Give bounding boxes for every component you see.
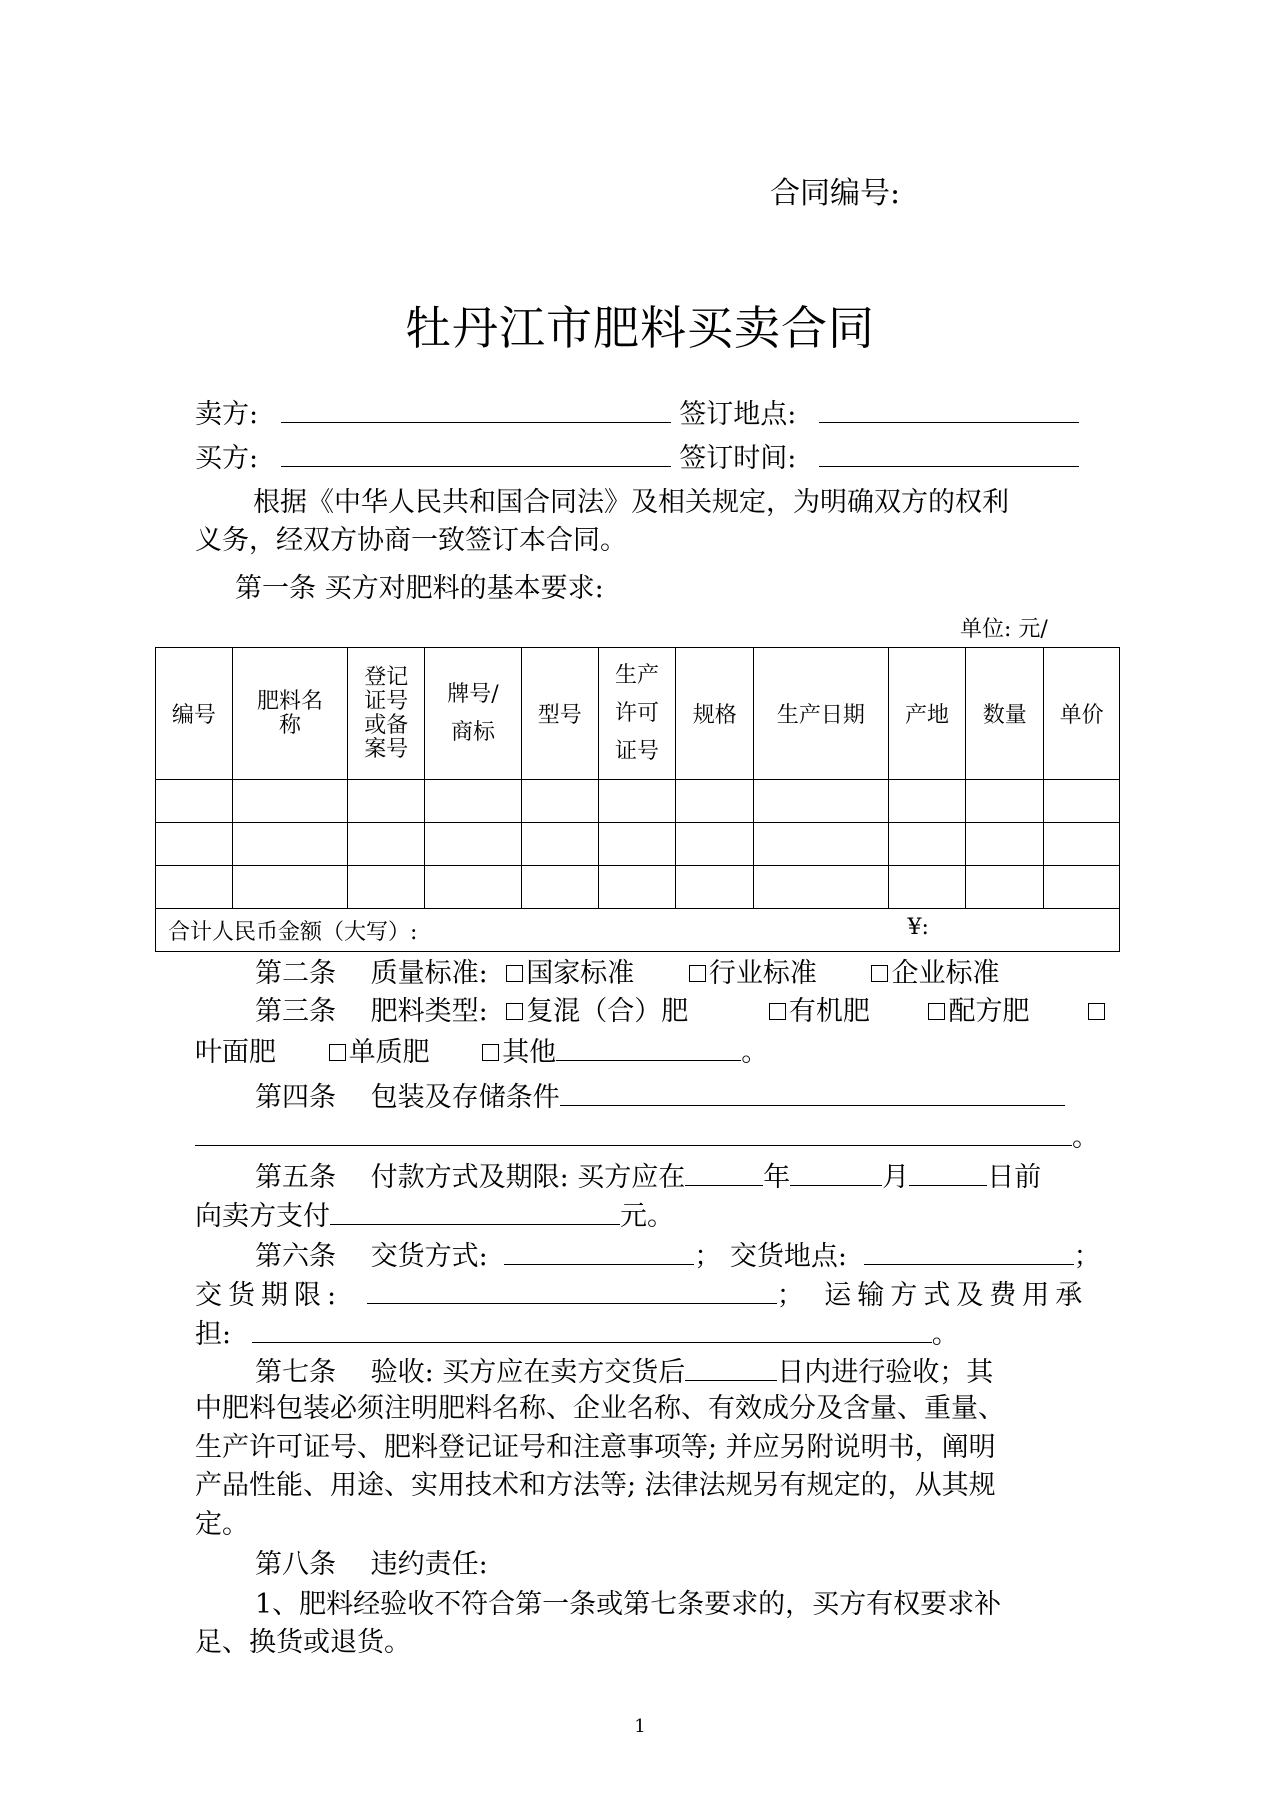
article-5-heading: 第五条 bbox=[255, 1162, 336, 1193]
col-production-date: 生产日期 bbox=[754, 648, 889, 780]
table-row bbox=[156, 780, 1120, 823]
checkbox-organic[interactable] bbox=[769, 1003, 786, 1020]
col-origin: 产地 bbox=[888, 648, 966, 780]
unit-label: 单位: 元/ bbox=[960, 617, 1048, 642]
option-formula: 配方肥 bbox=[948, 996, 1030, 1027]
table-cell[interactable] bbox=[425, 780, 522, 823]
month-label: 月 bbox=[882, 1162, 910, 1193]
semicolon: ； bbox=[1073, 1241, 1101, 1272]
col-fertilizer-name: 肥料名 称 bbox=[232, 648, 348, 780]
article-4 bbox=[255, 1077, 1065, 1117]
transport-label: ； 运输方式及费用承 bbox=[776, 1280, 1089, 1311]
article-7-line-5: 定。 bbox=[195, 1509, 249, 1540]
table-cell[interactable] bbox=[676, 823, 754, 866]
table-cell[interactable] bbox=[888, 866, 966, 909]
table-cell[interactable] bbox=[966, 866, 1044, 909]
option-organic: 有机肥 bbox=[788, 996, 870, 1027]
table-cell[interactable] bbox=[156, 866, 233, 909]
checkbox-foliar[interactable] bbox=[1088, 1003, 1105, 1020]
article-7-line-4: 产品性能、用途、实用技术和方法等; 法律法规另有规定的，从其规 bbox=[195, 1470, 996, 1501]
quality-standard-label: 质量标准: bbox=[370, 958, 488, 989]
table-cell[interactable] bbox=[966, 780, 1044, 823]
packaging-blank-1[interactable] bbox=[560, 1077, 1065, 1106]
contract-number-label: 合同编号: bbox=[770, 176, 901, 211]
article-7-line-2: 中肥料包装必须注明肥料名称、企业名称、有效成分及含量、重量、 bbox=[195, 1393, 1005, 1424]
option-single: 单质肥 bbox=[348, 1037, 430, 1068]
col-number: 编号 bbox=[156, 648, 233, 780]
delivery-place-blank[interactable] bbox=[864, 1236, 1074, 1265]
article-1-heading: 第一条 买方对肥料的基本要求: bbox=[235, 573, 604, 604]
col-spec: 规格 bbox=[676, 648, 754, 780]
delivery-term-label: 交货期限: bbox=[195, 1280, 343, 1311]
buyer-row bbox=[195, 438, 1079, 478]
article-8 bbox=[255, 1546, 488, 1584]
sign-time-label: 签订时间: bbox=[679, 443, 797, 474]
sign-time-blank[interactable] bbox=[819, 438, 1079, 467]
liability-label: 违约责任: bbox=[370, 1549, 488, 1580]
sign-place-blank[interactable] bbox=[819, 394, 1079, 423]
table-row bbox=[156, 823, 1120, 866]
option-national-standard: 国家标准 bbox=[526, 958, 635, 989]
checkbox-enterprise-standard[interactable] bbox=[871, 965, 888, 982]
table-cell[interactable] bbox=[598, 866, 676, 909]
option-other: 其他 bbox=[502, 1037, 557, 1068]
article-2-heading: 第二条 bbox=[255, 958, 336, 989]
packaging-blank-2[interactable] bbox=[195, 1117, 1072, 1146]
transport-label-cont: 担: bbox=[195, 1319, 232, 1350]
period: 。 bbox=[931, 1319, 959, 1350]
transport-blank[interactable] bbox=[252, 1314, 932, 1343]
table-cell[interactable] bbox=[156, 823, 233, 866]
table-cell[interactable] bbox=[598, 780, 676, 823]
table-cell[interactable] bbox=[425, 823, 522, 866]
table-cell[interactable] bbox=[232, 780, 348, 823]
col-brand: 牌号/ 商标 bbox=[425, 648, 522, 780]
seller-row bbox=[195, 394, 1079, 434]
payment-month-blank[interactable] bbox=[790, 1157, 882, 1186]
intro-line-2: 义务，经双方协商一致签订本合同。 bbox=[195, 525, 627, 556]
total-currency-label: ¥: bbox=[907, 914, 929, 940]
article-5-cont bbox=[195, 1196, 674, 1236]
yuan-label: 元。 bbox=[620, 1201, 674, 1232]
table-cell[interactable] bbox=[348, 780, 425, 823]
table-cell[interactable] bbox=[754, 823, 889, 866]
table-cell[interactable] bbox=[1044, 866, 1120, 909]
pay-seller-text: 向卖方支付 bbox=[195, 1201, 330, 1232]
table-cell[interactable] bbox=[1044, 823, 1120, 866]
option-enterprise-standard: 企业标准 bbox=[891, 958, 1000, 989]
article-3-cont bbox=[195, 1032, 768, 1072]
checkbox-formula[interactable] bbox=[928, 1003, 945, 1020]
delivery-method-blank[interactable] bbox=[504, 1236, 694, 1265]
article-7-heading: 第七条 bbox=[255, 1357, 336, 1388]
article-7-line-3: 生产许可证号、肥料登记证号和注意事项等; 并应另附说明书，阐明 bbox=[195, 1432, 996, 1463]
table-cell[interactable] bbox=[966, 823, 1044, 866]
checkbox-single[interactable] bbox=[329, 1044, 346, 1061]
article-4-cont bbox=[195, 1117, 1099, 1157]
article-6-heading: 第六条 bbox=[255, 1241, 336, 1272]
table-row bbox=[156, 866, 1120, 909]
col-model: 型号 bbox=[521, 648, 598, 780]
table-cell[interactable] bbox=[754, 780, 889, 823]
article-2 bbox=[255, 955, 999, 993]
packaging-label: 包装及存储条件 bbox=[370, 1082, 560, 1113]
buyer-blank[interactable] bbox=[281, 438, 671, 467]
article-8-heading: 第八条 bbox=[255, 1549, 336, 1580]
article-8-item-1-cont: 足、换货或退货。 bbox=[195, 1627, 411, 1658]
sign-place-label: 签订地点: bbox=[679, 399, 797, 430]
acceptance-text: 验收: 买方应在卖方交货后 bbox=[370, 1357, 686, 1388]
day-before-label: 日前 bbox=[987, 1162, 1042, 1193]
delivery-place-label: ； 交货地点: bbox=[694, 1241, 847, 1272]
table-cell[interactable] bbox=[156, 780, 233, 823]
acceptance-days-blank[interactable] bbox=[685, 1352, 777, 1381]
table-cell[interactable] bbox=[348, 866, 425, 909]
col-license-no: 生产 许可 证号 bbox=[598, 648, 676, 780]
year-label: 年 bbox=[763, 1162, 791, 1193]
article-7 bbox=[255, 1352, 993, 1392]
delivery-term-blank[interactable] bbox=[367, 1275, 777, 1304]
buyer-label: 买方: bbox=[195, 443, 259, 474]
checkbox-compound[interactable] bbox=[506, 1003, 523, 1020]
table-cell[interactable] bbox=[232, 823, 348, 866]
payment-text: 付款方式及期限: 买方应在 bbox=[370, 1162, 686, 1193]
checkbox-industry-standard[interactable] bbox=[689, 965, 706, 982]
table-cell[interactable] bbox=[676, 780, 754, 823]
document-title: 牡丹江市肥料买卖合同 bbox=[405, 301, 875, 355]
article-8-item-1: 1、肥料经验收不符合第一条或第七条要求的，买方有权要求补 bbox=[255, 1589, 1002, 1620]
intro-line-1: 根据《中华人民共和国合同法》及相关规定，为明确双方的权利 bbox=[253, 487, 1009, 518]
page-number: 1 bbox=[634, 1716, 646, 1737]
requirements-table bbox=[155, 647, 1120, 952]
table-cell[interactable] bbox=[888, 823, 966, 866]
table-cell[interactable] bbox=[521, 780, 598, 823]
table-cell[interactable] bbox=[521, 866, 598, 909]
total-amount-cell[interactable] bbox=[156, 909, 1120, 952]
article-4-heading: 第四条 bbox=[255, 1082, 336, 1113]
checkbox-other[interactable] bbox=[482, 1044, 499, 1061]
acceptance-text-2: 日内进行验收；其 bbox=[777, 1357, 994, 1388]
table-cell[interactable] bbox=[425, 866, 522, 909]
option-foliar: 叶面肥 bbox=[195, 1037, 276, 1068]
fertilizer-type-label: 肥料类型: bbox=[370, 996, 488, 1027]
article-6 bbox=[255, 1236, 1101, 1276]
table-cell[interactable] bbox=[348, 823, 425, 866]
col-quantity: 数量 bbox=[966, 648, 1044, 780]
col-unit-price: 单价 bbox=[1044, 648, 1120, 780]
table-total-row bbox=[156, 909, 1120, 952]
table-cell[interactable] bbox=[888, 780, 966, 823]
table-cell[interactable] bbox=[598, 823, 676, 866]
article-6-cont bbox=[195, 1275, 1088, 1315]
option-compound: 复混（合）肥 bbox=[526, 996, 689, 1027]
payment-day-blank[interactable] bbox=[909, 1157, 987, 1186]
article-5 bbox=[255, 1157, 1041, 1198]
period: 。 bbox=[741, 1037, 769, 1068]
table-cell[interactable] bbox=[521, 823, 598, 866]
table-cell[interactable] bbox=[676, 866, 754, 909]
article-3 bbox=[255, 993, 1108, 1031]
delivery-method-label: 交货方式: bbox=[370, 1241, 488, 1272]
payment-amount-blank[interactable] bbox=[330, 1196, 620, 1225]
checkbox-national-standard[interactable] bbox=[506, 965, 523, 982]
payment-year-blank[interactable] bbox=[685, 1157, 763, 1186]
option-industry-standard: 行业标准 bbox=[708, 958, 817, 989]
article-3-heading: 第三条 bbox=[255, 996, 336, 1027]
table-header-row bbox=[156, 648, 1120, 780]
seller-blank[interactable] bbox=[281, 394, 671, 423]
col-registration-no: 登记 证号 或备 案号 bbox=[348, 648, 425, 780]
period: 。 bbox=[1072, 1122, 1099, 1153]
article-6-cont-2 bbox=[195, 1314, 959, 1354]
other-type-blank[interactable] bbox=[556, 1032, 741, 1061]
seller-label: 卖方: bbox=[195, 399, 259, 430]
table-cell[interactable] bbox=[232, 866, 348, 909]
total-amount-label: 合计人民币金额（大写）: bbox=[168, 919, 418, 945]
table-cell[interactable] bbox=[754, 866, 889, 909]
table-cell[interactable] bbox=[1044, 780, 1120, 823]
